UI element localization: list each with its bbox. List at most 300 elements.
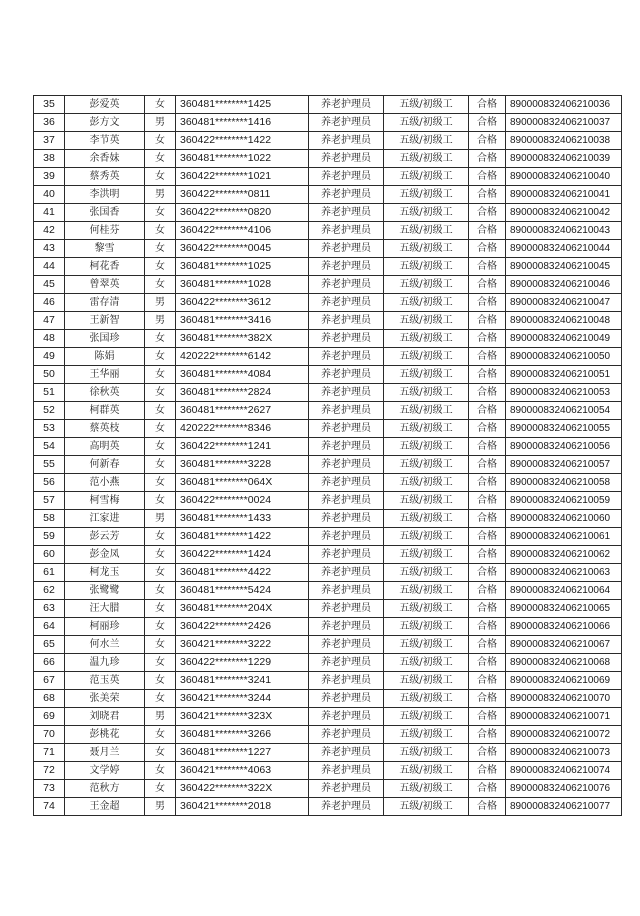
person-name-cell: 陈娟 bbox=[65, 348, 145, 366]
id-number-cell: 360421********4063 bbox=[176, 762, 309, 780]
person-name-cell: 黎雪 bbox=[65, 240, 145, 258]
person-name-cell: 柯群英 bbox=[65, 402, 145, 420]
skill-level-cell: 五级/初级工 bbox=[384, 330, 469, 348]
person-name-cell: 张美荣 bbox=[65, 690, 145, 708]
result-cell: 合格 bbox=[469, 708, 506, 726]
person-name-cell: 曾翠英 bbox=[65, 276, 145, 294]
table-row bbox=[34, 654, 622, 672]
skill-level-cell: 五级/初级工 bbox=[384, 798, 469, 816]
skill-level-cell: 五级/初级工 bbox=[384, 168, 469, 186]
result-cell: 合格 bbox=[469, 348, 506, 366]
skill-level-cell: 五级/初级工 bbox=[384, 654, 469, 672]
table-row bbox=[34, 132, 622, 150]
table-row bbox=[34, 114, 622, 132]
person-name-cell: 温九珍 bbox=[65, 654, 145, 672]
occupation-cell: 养老护理员 bbox=[309, 150, 384, 168]
table-row bbox=[34, 330, 622, 348]
skill-level-cell: 五级/初级工 bbox=[384, 132, 469, 150]
skill-level-cell: 五级/初级工 bbox=[384, 690, 469, 708]
skill-level-cell: 五级/初级工 bbox=[384, 456, 469, 474]
table-row bbox=[34, 402, 622, 420]
row-number-cell: 41 bbox=[34, 204, 65, 222]
certificate-number-cell: 890000832406210070 bbox=[506, 690, 622, 708]
table-row bbox=[34, 204, 622, 222]
certificate-number-cell: 890000832406210077 bbox=[506, 798, 622, 816]
row-number-cell: 73 bbox=[34, 780, 65, 798]
skill-level-cell: 五级/初级工 bbox=[384, 186, 469, 204]
certificate-number-cell: 890000832406210047 bbox=[506, 294, 622, 312]
table-row bbox=[34, 636, 622, 654]
occupation-cell: 养老护理员 bbox=[309, 564, 384, 582]
id-number-cell: 360481********2627 bbox=[176, 402, 309, 420]
id-number-cell: 360422********1021 bbox=[176, 168, 309, 186]
certificate-number-cell: 890000832406210049 bbox=[506, 330, 622, 348]
certificate-number-cell: 890000832406210064 bbox=[506, 582, 622, 600]
id-number-cell: 360481********2824 bbox=[176, 384, 309, 402]
roster-table-body bbox=[34, 96, 622, 816]
table-row bbox=[34, 294, 622, 312]
skill-level-cell: 五级/初级工 bbox=[384, 96, 469, 114]
skill-level-cell: 五级/初级工 bbox=[384, 582, 469, 600]
person-name-cell: 彭爱英 bbox=[65, 96, 145, 114]
result-cell: 合格 bbox=[469, 744, 506, 762]
certificate-number-cell: 890000832406210060 bbox=[506, 510, 622, 528]
skill-level-cell: 五级/初级工 bbox=[384, 600, 469, 618]
certificate-number-cell: 890000832406210056 bbox=[506, 438, 622, 456]
certificate-number-cell: 890000832406210074 bbox=[506, 762, 622, 780]
certificate-number-cell: 890000832406210039 bbox=[506, 150, 622, 168]
table-row bbox=[34, 600, 622, 618]
person-name-cell: 何新春 bbox=[65, 456, 145, 474]
row-number-cell: 36 bbox=[34, 114, 65, 132]
occupation-cell: 养老护理员 bbox=[309, 438, 384, 456]
gender-cell: 女 bbox=[145, 564, 176, 582]
skill-level-cell: 五级/初级工 bbox=[384, 366, 469, 384]
row-number-cell: 39 bbox=[34, 168, 65, 186]
row-number-cell: 49 bbox=[34, 348, 65, 366]
id-number-cell: 360481********1433 bbox=[176, 510, 309, 528]
person-name-cell: 范秋方 bbox=[65, 780, 145, 798]
row-number-cell: 66 bbox=[34, 654, 65, 672]
result-cell: 合格 bbox=[469, 366, 506, 384]
row-number-cell: 59 bbox=[34, 528, 65, 546]
person-name-cell: 柯龙玉 bbox=[65, 564, 145, 582]
gender-cell: 男 bbox=[145, 186, 176, 204]
certificate-number-cell: 890000832406210067 bbox=[506, 636, 622, 654]
result-cell: 合格 bbox=[469, 438, 506, 456]
occupation-cell: 养老护理员 bbox=[309, 780, 384, 798]
skill-level-cell: 五级/初级工 bbox=[384, 546, 469, 564]
certificate-number-cell: 890000832406210063 bbox=[506, 564, 622, 582]
row-number-cell: 35 bbox=[34, 96, 65, 114]
certificate-number-cell: 890000832406210073 bbox=[506, 744, 622, 762]
certificate-number-cell: 890000832406210061 bbox=[506, 528, 622, 546]
occupation-cell: 养老护理员 bbox=[309, 654, 384, 672]
row-number-cell: 63 bbox=[34, 600, 65, 618]
gender-cell: 女 bbox=[145, 150, 176, 168]
id-number-cell: 360421********2018 bbox=[176, 798, 309, 816]
skill-level-cell: 五级/初级工 bbox=[384, 348, 469, 366]
table-row bbox=[34, 672, 622, 690]
id-number-cell: 360481********1227 bbox=[176, 744, 309, 762]
result-cell: 合格 bbox=[469, 204, 506, 222]
person-name-cell: 彭桃花 bbox=[65, 726, 145, 744]
skill-level-cell: 五级/初级工 bbox=[384, 222, 469, 240]
table-row bbox=[34, 276, 622, 294]
occupation-cell: 养老护理员 bbox=[309, 204, 384, 222]
occupation-cell: 养老护理员 bbox=[309, 798, 384, 816]
id-number-cell: 360422********0024 bbox=[176, 492, 309, 510]
skill-level-cell: 五级/初级工 bbox=[384, 672, 469, 690]
person-name-cell: 徐秋英 bbox=[65, 384, 145, 402]
occupation-cell: 养老护理员 bbox=[309, 186, 384, 204]
id-number-cell: 420222********8346 bbox=[176, 420, 309, 438]
certificate-number-cell: 890000832406210044 bbox=[506, 240, 622, 258]
occupation-cell: 养老护理员 bbox=[309, 366, 384, 384]
person-name-cell: 何水兰 bbox=[65, 636, 145, 654]
gender-cell: 男 bbox=[145, 294, 176, 312]
person-name-cell: 彭金凤 bbox=[65, 546, 145, 564]
gender-cell: 女 bbox=[145, 744, 176, 762]
skill-level-cell: 五级/初级工 bbox=[384, 384, 469, 402]
skill-level-cell: 五级/初级工 bbox=[384, 150, 469, 168]
gender-cell: 男 bbox=[145, 798, 176, 816]
result-cell: 合格 bbox=[469, 780, 506, 798]
row-number-cell: 62 bbox=[34, 582, 65, 600]
id-number-cell: 360421********3222 bbox=[176, 636, 309, 654]
occupation-cell: 养老护理员 bbox=[309, 492, 384, 510]
gender-cell: 女 bbox=[145, 240, 176, 258]
occupation-cell: 养老护理员 bbox=[309, 222, 384, 240]
certificate-number-cell: 890000832406210076 bbox=[506, 780, 622, 798]
gender-cell: 女 bbox=[145, 132, 176, 150]
result-cell: 合格 bbox=[469, 312, 506, 330]
row-number-cell: 68 bbox=[34, 690, 65, 708]
table-row bbox=[34, 528, 622, 546]
gender-cell: 女 bbox=[145, 636, 176, 654]
occupation-cell: 养老护理员 bbox=[309, 456, 384, 474]
certificate-number-cell: 890000832406210062 bbox=[506, 546, 622, 564]
occupation-cell: 养老护理员 bbox=[309, 618, 384, 636]
gender-cell: 女 bbox=[145, 168, 176, 186]
person-name-cell: 范小燕 bbox=[65, 474, 145, 492]
skill-level-cell: 五级/初级工 bbox=[384, 276, 469, 294]
certificate-number-cell: 890000832406210043 bbox=[506, 222, 622, 240]
row-number-cell: 42 bbox=[34, 222, 65, 240]
result-cell: 合格 bbox=[469, 132, 506, 150]
id-number-cell: 360422********0820 bbox=[176, 204, 309, 222]
result-cell: 合格 bbox=[469, 276, 506, 294]
skill-level-cell: 五级/初级工 bbox=[384, 402, 469, 420]
table-row bbox=[34, 348, 622, 366]
occupation-cell: 养老护理员 bbox=[309, 726, 384, 744]
gender-cell: 女 bbox=[145, 348, 176, 366]
id-number-cell: 360481********3416 bbox=[176, 312, 309, 330]
table-row bbox=[34, 546, 622, 564]
skill-level-cell: 五级/初级工 bbox=[384, 636, 469, 654]
table-row bbox=[34, 726, 622, 744]
skill-level-cell: 五级/初级工 bbox=[384, 528, 469, 546]
result-cell: 合格 bbox=[469, 564, 506, 582]
gender-cell: 女 bbox=[145, 276, 176, 294]
id-number-cell: 360421********3244 bbox=[176, 690, 309, 708]
id-number-cell: 420222********6142 bbox=[176, 348, 309, 366]
table-row bbox=[34, 618, 622, 636]
certificate-number-cell: 890000832406210071 bbox=[506, 708, 622, 726]
table-row bbox=[34, 438, 622, 456]
certificate-number-cell: 890000832406210066 bbox=[506, 618, 622, 636]
roster-table-container bbox=[33, 95, 622, 816]
occupation-cell: 养老护理员 bbox=[309, 708, 384, 726]
person-name-cell: 彭方文 bbox=[65, 114, 145, 132]
person-name-cell: 余香妹 bbox=[65, 150, 145, 168]
row-number-cell: 58 bbox=[34, 510, 65, 528]
id-number-cell: 360481********1425 bbox=[176, 96, 309, 114]
id-number-cell: 360422********0045 bbox=[176, 240, 309, 258]
table-row bbox=[34, 96, 622, 114]
person-name-cell: 蔡英枝 bbox=[65, 420, 145, 438]
occupation-cell: 养老护理员 bbox=[309, 240, 384, 258]
result-cell: 合格 bbox=[469, 96, 506, 114]
result-cell: 合格 bbox=[469, 672, 506, 690]
gender-cell: 女 bbox=[145, 474, 176, 492]
row-number-cell: 60 bbox=[34, 546, 65, 564]
table-row bbox=[34, 780, 622, 798]
result-cell: 合格 bbox=[469, 492, 506, 510]
gender-cell: 女 bbox=[145, 672, 176, 690]
table-row bbox=[34, 240, 622, 258]
occupation-cell: 养老护理员 bbox=[309, 762, 384, 780]
row-number-cell: 55 bbox=[34, 456, 65, 474]
row-number-cell: 44 bbox=[34, 258, 65, 276]
occupation-cell: 养老护理员 bbox=[309, 258, 384, 276]
result-cell: 合格 bbox=[469, 114, 506, 132]
row-number-cell: 61 bbox=[34, 564, 65, 582]
table-row bbox=[34, 582, 622, 600]
id-number-cell: 360481********064X bbox=[176, 474, 309, 492]
certificate-number-cell: 890000832406210065 bbox=[506, 600, 622, 618]
gender-cell: 女 bbox=[145, 204, 176, 222]
row-number-cell: 72 bbox=[34, 762, 65, 780]
gender-cell: 男 bbox=[145, 510, 176, 528]
result-cell: 合格 bbox=[469, 456, 506, 474]
id-number-cell: 360422********0811 bbox=[176, 186, 309, 204]
gender-cell: 女 bbox=[145, 762, 176, 780]
certificate-number-cell: 890000832406210041 bbox=[506, 186, 622, 204]
row-number-cell: 51 bbox=[34, 384, 65, 402]
certificate-number-cell: 890000832406210051 bbox=[506, 366, 622, 384]
certificate-number-cell: 890000832406210038 bbox=[506, 132, 622, 150]
person-name-cell: 李洪明 bbox=[65, 186, 145, 204]
result-cell: 合格 bbox=[469, 726, 506, 744]
row-number-cell: 40 bbox=[34, 186, 65, 204]
certificate-number-cell: 890000832406210048 bbox=[506, 312, 622, 330]
certificate-number-cell: 890000832406210058 bbox=[506, 474, 622, 492]
gender-cell: 女 bbox=[145, 546, 176, 564]
occupation-cell: 养老护理员 bbox=[309, 600, 384, 618]
certificate-number-cell: 890000832406210040 bbox=[506, 168, 622, 186]
occupation-cell: 养老护理员 bbox=[309, 312, 384, 330]
result-cell: 合格 bbox=[469, 654, 506, 672]
result-cell: 合格 bbox=[469, 330, 506, 348]
person-name-cell: 高明英 bbox=[65, 438, 145, 456]
person-name-cell: 王金超 bbox=[65, 798, 145, 816]
result-cell: 合格 bbox=[469, 420, 506, 438]
occupation-cell: 养老护理员 bbox=[309, 132, 384, 150]
id-number-cell: 360481********1416 bbox=[176, 114, 309, 132]
occupation-cell: 养老护理员 bbox=[309, 348, 384, 366]
id-number-cell: 360481********5424 bbox=[176, 582, 309, 600]
id-number-cell: 360481********3241 bbox=[176, 672, 309, 690]
gender-cell: 女 bbox=[145, 690, 176, 708]
person-name-cell: 江家进 bbox=[65, 510, 145, 528]
row-number-cell: 69 bbox=[34, 708, 65, 726]
skill-level-cell: 五级/初级工 bbox=[384, 618, 469, 636]
table-row bbox=[34, 492, 622, 510]
certificate-number-cell: 890000832406210057 bbox=[506, 456, 622, 474]
occupation-cell: 养老护理员 bbox=[309, 636, 384, 654]
table-row bbox=[34, 564, 622, 582]
table-row bbox=[34, 150, 622, 168]
person-name-cell: 文学婷 bbox=[65, 762, 145, 780]
person-name-cell: 刘晓君 bbox=[65, 708, 145, 726]
skill-level-cell: 五级/初级工 bbox=[384, 708, 469, 726]
id-number-cell: 360481********204X bbox=[176, 600, 309, 618]
row-number-cell: 38 bbox=[34, 150, 65, 168]
id-number-cell: 360481********4422 bbox=[176, 564, 309, 582]
occupation-cell: 养老护理员 bbox=[309, 402, 384, 420]
result-cell: 合格 bbox=[469, 798, 506, 816]
gender-cell: 女 bbox=[145, 780, 176, 798]
result-cell: 合格 bbox=[469, 600, 506, 618]
result-cell: 合格 bbox=[469, 222, 506, 240]
occupation-cell: 养老护理员 bbox=[309, 420, 384, 438]
id-number-cell: 360481********3228 bbox=[176, 456, 309, 474]
skill-level-cell: 五级/初级工 bbox=[384, 726, 469, 744]
result-cell: 合格 bbox=[469, 294, 506, 312]
occupation-cell: 养老护理员 bbox=[309, 384, 384, 402]
gender-cell: 女 bbox=[145, 600, 176, 618]
occupation-cell: 养老护理员 bbox=[309, 582, 384, 600]
row-number-cell: 52 bbox=[34, 402, 65, 420]
skill-level-cell: 五级/初级工 bbox=[384, 564, 469, 582]
table-row bbox=[34, 222, 622, 240]
table-row bbox=[34, 168, 622, 186]
id-number-cell: 360422********4106 bbox=[176, 222, 309, 240]
certificate-number-cell: 890000832406210053 bbox=[506, 384, 622, 402]
certificate-number-cell: 890000832406210072 bbox=[506, 726, 622, 744]
person-name-cell: 柯雪梅 bbox=[65, 492, 145, 510]
certificate-number-cell: 890000832406210042 bbox=[506, 204, 622, 222]
person-name-cell: 王新智 bbox=[65, 312, 145, 330]
id-number-cell: 360421********323X bbox=[176, 708, 309, 726]
certificate-number-cell: 890000832406210068 bbox=[506, 654, 622, 672]
certificate-number-cell: 890000832406210045 bbox=[506, 258, 622, 276]
gender-cell: 男 bbox=[145, 114, 176, 132]
id-number-cell: 360481********1025 bbox=[176, 258, 309, 276]
gender-cell: 女 bbox=[145, 384, 176, 402]
row-number-cell: 65 bbox=[34, 636, 65, 654]
table-row bbox=[34, 456, 622, 474]
id-number-cell: 360422********1424 bbox=[176, 546, 309, 564]
skill-level-cell: 五级/初级工 bbox=[384, 240, 469, 258]
result-cell: 合格 bbox=[469, 528, 506, 546]
certificate-number-cell: 890000832406210050 bbox=[506, 348, 622, 366]
occupation-cell: 养老护理员 bbox=[309, 744, 384, 762]
certificate-number-cell: 890000832406210046 bbox=[506, 276, 622, 294]
skill-level-cell: 五级/初级工 bbox=[384, 258, 469, 276]
table-row bbox=[34, 510, 622, 528]
gender-cell: 女 bbox=[145, 618, 176, 636]
row-number-cell: 47 bbox=[34, 312, 65, 330]
result-cell: 合格 bbox=[469, 510, 506, 528]
id-number-cell: 360481********4084 bbox=[176, 366, 309, 384]
occupation-cell: 养老护理员 bbox=[309, 168, 384, 186]
skill-level-cell: 五级/初级工 bbox=[384, 762, 469, 780]
person-name-cell: 柯花香 bbox=[65, 258, 145, 276]
gender-cell: 女 bbox=[145, 366, 176, 384]
row-number-cell: 48 bbox=[34, 330, 65, 348]
occupation-cell: 养老护理员 bbox=[309, 672, 384, 690]
person-name-cell: 柯丽珍 bbox=[65, 618, 145, 636]
result-cell: 合格 bbox=[469, 474, 506, 492]
skill-level-cell: 五级/初级工 bbox=[384, 420, 469, 438]
table-row bbox=[34, 474, 622, 492]
occupation-cell: 养老护理员 bbox=[309, 528, 384, 546]
skill-level-cell: 五级/初级工 bbox=[384, 312, 469, 330]
occupation-cell: 养老护理员 bbox=[309, 276, 384, 294]
id-number-cell: 360481********1422 bbox=[176, 528, 309, 546]
result-cell: 合格 bbox=[469, 762, 506, 780]
row-number-cell: 43 bbox=[34, 240, 65, 258]
gender-cell: 女 bbox=[145, 438, 176, 456]
person-name-cell: 张国香 bbox=[65, 204, 145, 222]
person-name-cell: 雷存清 bbox=[65, 294, 145, 312]
certificate-number-cell: 890000832406210054 bbox=[506, 402, 622, 420]
gender-cell: 女 bbox=[145, 402, 176, 420]
occupation-cell: 养老护理员 bbox=[309, 114, 384, 132]
gender-cell: 女 bbox=[145, 492, 176, 510]
table-row bbox=[34, 708, 622, 726]
occupation-cell: 养老护理员 bbox=[309, 690, 384, 708]
skill-level-cell: 五级/初级工 bbox=[384, 474, 469, 492]
table-row bbox=[34, 384, 622, 402]
person-name-cell: 张鹭鹭 bbox=[65, 582, 145, 600]
gender-cell: 女 bbox=[145, 420, 176, 438]
row-number-cell: 57 bbox=[34, 492, 65, 510]
table-row bbox=[34, 366, 622, 384]
result-cell: 合格 bbox=[469, 690, 506, 708]
table-row bbox=[34, 258, 622, 276]
person-name-cell: 何桂芬 bbox=[65, 222, 145, 240]
row-number-cell: 64 bbox=[34, 618, 65, 636]
result-cell: 合格 bbox=[469, 636, 506, 654]
occupation-cell: 养老护理员 bbox=[309, 510, 384, 528]
person-name-cell: 彭云芳 bbox=[65, 528, 145, 546]
certificate-number-cell: 890000832406210037 bbox=[506, 114, 622, 132]
id-number-cell: 360422********1241 bbox=[176, 438, 309, 456]
result-cell: 合格 bbox=[469, 546, 506, 564]
gender-cell: 女 bbox=[145, 726, 176, 744]
id-number-cell: 360422********1422 bbox=[176, 132, 309, 150]
result-cell: 合格 bbox=[469, 186, 506, 204]
skill-level-cell: 五级/初级工 bbox=[384, 438, 469, 456]
row-number-cell: 37 bbox=[34, 132, 65, 150]
row-number-cell: 46 bbox=[34, 294, 65, 312]
table-row bbox=[34, 420, 622, 438]
skill-level-cell: 五级/初级工 bbox=[384, 744, 469, 762]
gender-cell: 女 bbox=[145, 258, 176, 276]
